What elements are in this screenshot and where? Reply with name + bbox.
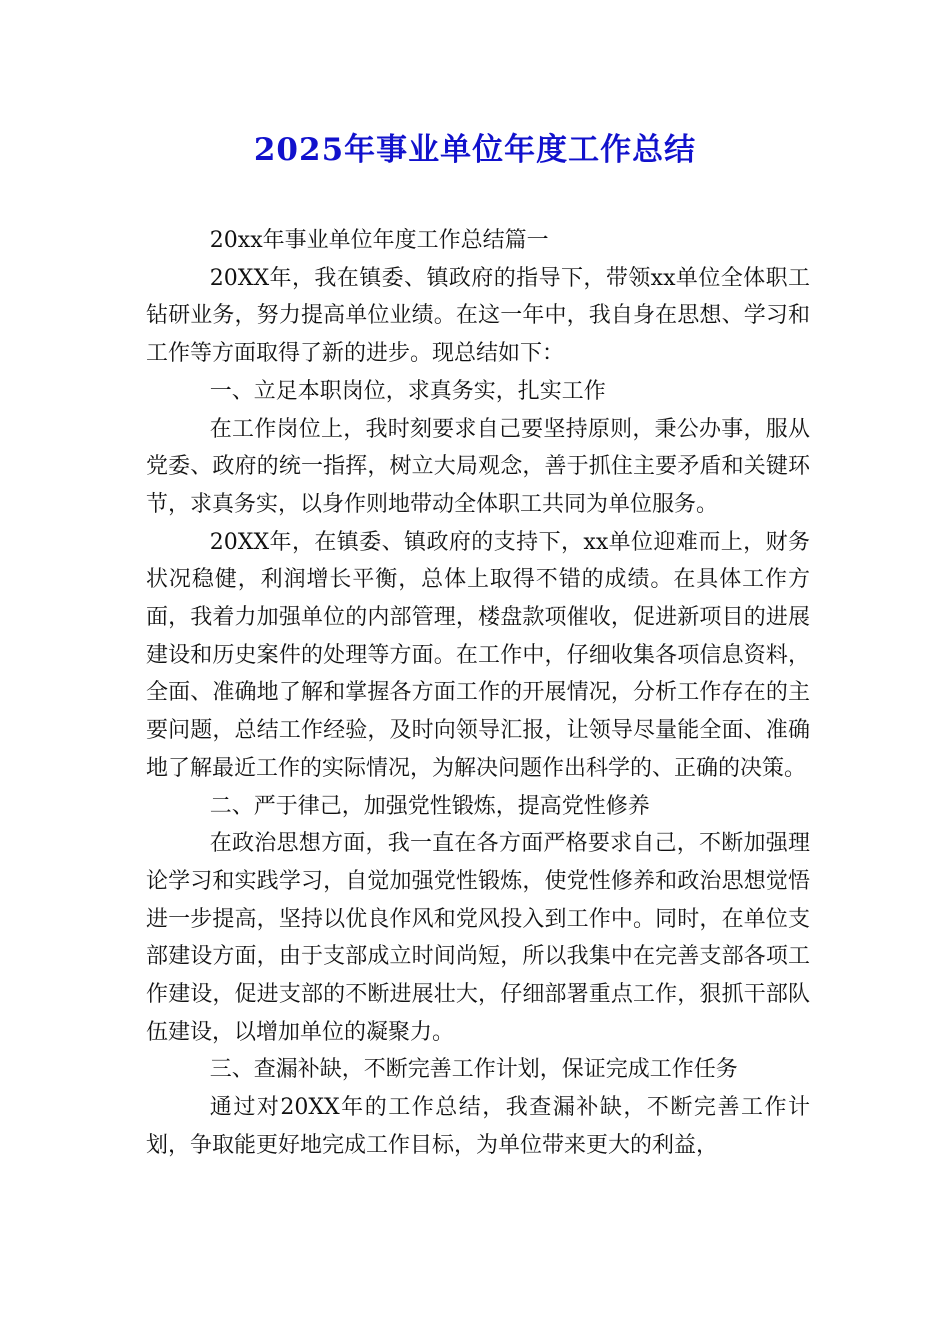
paragraph: 在工作岗位上，我时刻要求自己要坚持原则，秉公办事，服从党委、政府的统一指挥，树立大局观念，善于抓住主要矛盾和关键环节，求真务实，以身作则地带动全体职工共同为单位服务。 [146, 416, 810, 517]
section-heading-1: 一、立足本职岗位，求真务实，扎实工作 [209, 378, 606, 404]
paragraph: 20XX年，在镇委、镇政府的支持下，xx单位迎难而上，财务状况稳健，利润增长平衡，总体上取得不错的成绩。在具体工作方面，我着力加强单位的内部管理，楼盘款项催收，促进新项目的进展建设和历史案件的处理等方面。在工作中，仔细收集各项信息资料，全面、准确地了解和掌握各方面工作的开展情况，分析工作存在的主要问题，总结工作经验，及时向领导汇报，让领导尽量能全面、准确地了解最近工作的实际情况，为解决问题作出科学的、正确的决策。 [146, 529, 810, 781]
section-heading-2: 二、严于律己，加强党性锻炼，提高党性修养 [209, 793, 650, 819]
section-heading-3: 三、查漏补缺，不断完善工作计划，保证完成工作任务 [209, 1057, 738, 1083]
paragraph: 通过对20XX年的工作总结，我查漏补缺，不断完善工作计划，争取能更好地完成工作目标，为单位带来更大的利益， [146, 1095, 810, 1158]
paragraph-subtitle: 20xx年事业单位年度工作总结篇一 [209, 228, 549, 253]
document-title: 2025年事业单位年度工作总结 [253, 132, 697, 168]
paragraph: 在政治思想方面，我一直在各方面严格要求自己，不断加强理论学习和实践学习，自觉加强党性锻炼，使党性修养和政治思想觉悟进一步提高，坚持以优良作风和党风投入到工作中。同时，在单位支部建设方面，由于支部成立时间尚短，所以我集中在完善支部各项工作建设，促进支部的不断进展壮大，仔细部署重点工作，狠抓干部队伍建设，以增加单位的凝聚力。 [146, 831, 810, 1045]
document-body [146, 222, 810, 1165]
paragraph-intro: 20XX年，我在镇委、镇政府的指导下，带领xx单位全体职工钻研业务，努力提高单位业绩。在这一年中，我自身在思想、学习和工作等方面取得了新的进步。现总结如下： [146, 265, 810, 367]
